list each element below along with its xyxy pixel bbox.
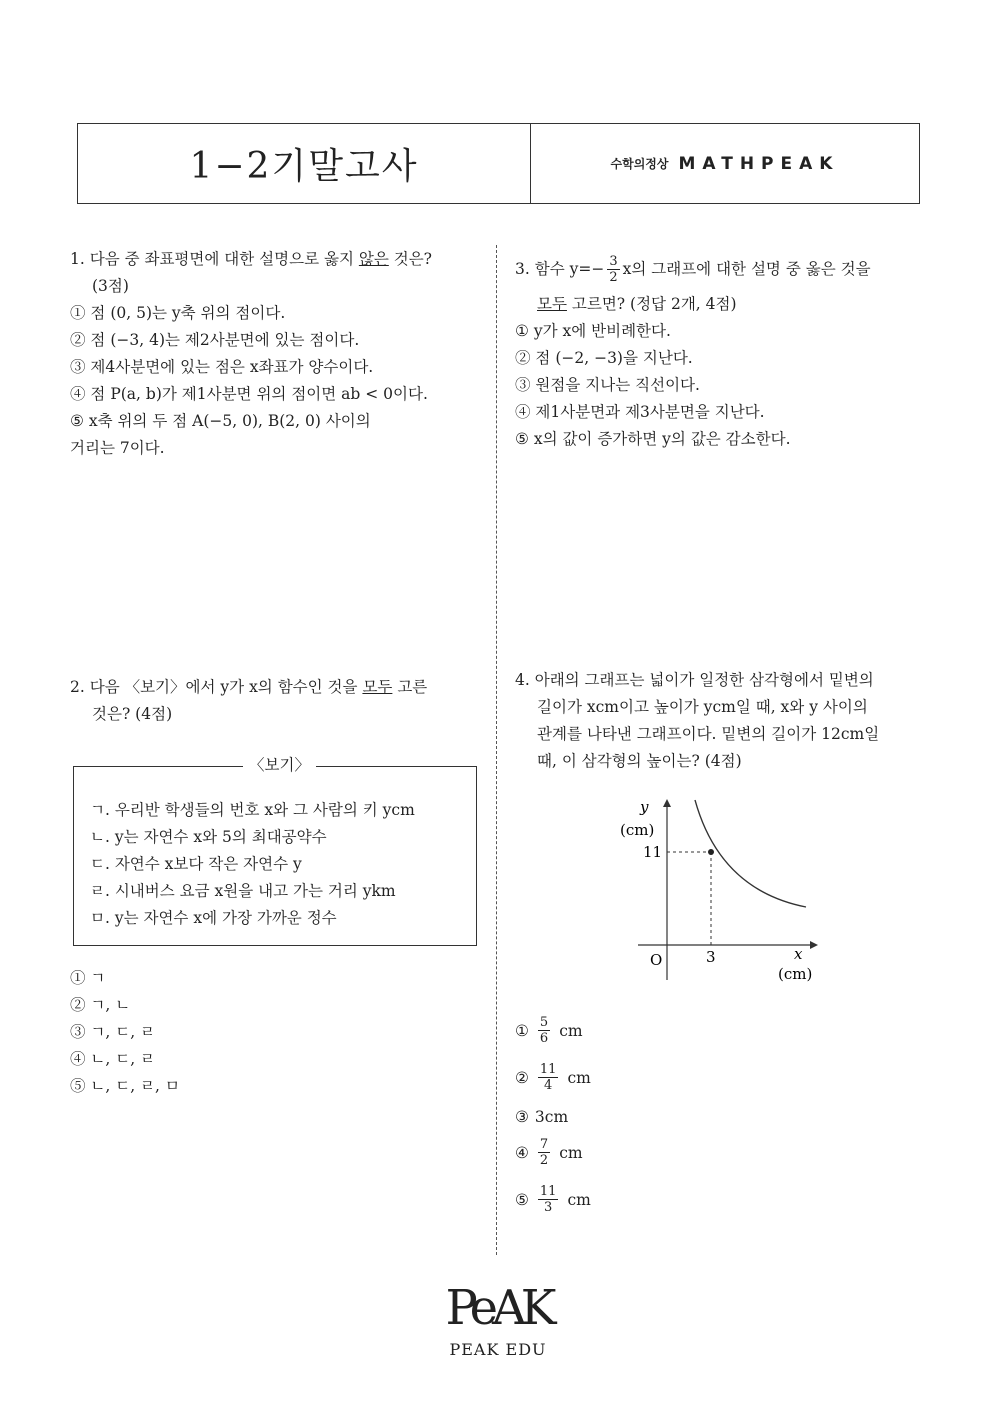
brand-name: MATHPEAK — [678, 153, 840, 174]
q4-option-1-unit: cm — [559, 1021, 583, 1040]
bogi-item-4: ㄹ. 시내버스 요금 x원을 내고 가는 거리 ykm — [90, 882, 396, 900]
column-divider — [496, 245, 497, 1255]
q3-option-3: ③ 원점을 지나는 직선이다. — [515, 376, 700, 394]
logo-subtitle: PEAK EDU — [449, 1340, 547, 1359]
peak-edu-logo — [438, 1278, 558, 1359]
q1-stem — [70, 246, 432, 273]
q3-fraction — [607, 254, 619, 285]
q1-stem-text-end: 것은? — [388, 250, 432, 268]
q4-option-1-num: 5 — [539, 1015, 549, 1030]
x-axis-unit: (cm) — [778, 965, 813, 983]
q4-stem-4: 때, 이 삼각형의 높이는? (4점) — [537, 752, 742, 770]
header-title-cell — [78, 124, 531, 203]
q1-stem-underline: 않은 — [358, 250, 389, 268]
y-axis-arrow — [663, 799, 671, 807]
q4-option-4-mark: ④ — [515, 1143, 529, 1162]
q4-stem-2: 길이가 xcm이고 높이가 ycm일 때, x와 y 사이의 — [537, 698, 868, 716]
q4-option-1-frac — [538, 1015, 550, 1046]
q4-option-5-unit: cm — [567, 1190, 591, 1209]
q4-graph — [610, 795, 830, 990]
q3-option-1: ① y가 x에 반비례한다. — [515, 322, 671, 340]
bogi-item-5: ㅁ. y는 자연수 x에 가장 가까운 정수 — [90, 909, 337, 927]
q2-stem-text-end: 고른 — [392, 678, 428, 696]
q3-stem-text-end: x의 그래프에 대한 설명 중 옳은 것을 — [622, 260, 871, 278]
exam-header — [77, 123, 920, 204]
question-4 — [515, 667, 879, 775]
q1-option-1: ① 점 (0, 5)는 y축 위의 점이다. — [70, 304, 286, 322]
bogi-item-3: ㄷ. 자연수 x보다 작은 자연수 y — [90, 855, 302, 873]
q4-option-2 — [515, 1062, 591, 1093]
q4-option-2-mark: ② — [515, 1068, 529, 1087]
q4-option-1-den: 6 — [539, 1031, 549, 1046]
q4-option-3-mark: ③ — [515, 1108, 529, 1126]
q4-option-4 — [515, 1137, 583, 1168]
q4-stem-3: 관계를 나타낸 그래프이다. 밑변의 길이가 12cm일 — [537, 725, 880, 743]
q3-stem-cont — [515, 291, 871, 318]
question-3 — [515, 254, 871, 453]
q4-option-2-num: 11 — [539, 1062, 557, 1077]
q4-option-5-mark: ⑤ — [515, 1190, 529, 1209]
q1-points: (3점) — [92, 277, 129, 295]
exam-title: 1−2기말고사 — [189, 146, 419, 187]
x-axis-arrow — [810, 941, 818, 949]
q4-option-3 — [515, 1108, 568, 1126]
q2-stem-cont: 것은? (4점) — [92, 705, 173, 723]
q4-option-2-den: 4 — [544, 1078, 553, 1093]
q3-option-5: ⑤ x의 값이 증가하면 y의 값은 감소한다. — [515, 430, 791, 448]
q3-option-4: ④ 제1사분면과 제3사분면을 지난다. — [515, 403, 765, 421]
q2-option-5: ⑤ ㄴ, ㄷ, ㄹ, ㅁ — [70, 1077, 180, 1095]
q4-option-1 — [515, 1015, 583, 1046]
q1-option-5: ⑤ x축 위의 두 점 A(−5, 0), B(2, 0) 사이의 — [70, 412, 371, 430]
q4-option-4-den: 2 — [539, 1153, 549, 1168]
q4-option-5-num: 11 — [539, 1184, 557, 1199]
q3-frac-num: 3 — [609, 254, 618, 269]
q4-option-5 — [515, 1184, 591, 1215]
q1-option-5-cont: 거리는 7이다. — [70, 439, 165, 457]
q1-option-3: ③ 제4사분면에 있는 점은 x좌표가 양수이다. — [70, 358, 374, 376]
logo-mark: PeAK — [445, 1280, 551, 1336]
question-1 — [70, 246, 432, 462]
brand-tagline: 수학의정상 — [610, 157, 669, 171]
question-2 — [70, 674, 427, 728]
q1-option-2: ② 점 (−3, 4)는 제2사분면에 있는 점이다. — [70, 331, 360, 349]
q2-stem-underline: 모두 — [362, 678, 393, 696]
bogi-title: 〈보기〉 — [243, 753, 316, 775]
q2-stem-text: 2. 다음 〈보기〉에서 y가 x의 함수인 것을 — [70, 678, 363, 696]
q2-option-3: ③ ㄱ, ㄷ, ㄹ — [70, 1023, 156, 1041]
x-tick-label: 3 — [706, 948, 716, 966]
q4-stem-1: 4. 아래의 그래프는 넓이가 일정한 삼각형에서 밑변의 — [515, 671, 874, 689]
bogi-item-1: ㄱ. 우리반 학생들의 번호 x와 그 사람의 키 ycm — [90, 801, 415, 819]
q1-stem-text: 1. 다음 중 좌표평면에 대한 설명으로 옳지 — [70, 250, 359, 268]
q3-stem-underline: 모두 — [537, 295, 567, 313]
q4-option-4-unit: cm — [559, 1143, 583, 1162]
q2-option-2: ② ㄱ, ㄴ — [70, 996, 131, 1014]
y-tick-label: 11 — [643, 843, 663, 861]
q3-frac-den: 2 — [609, 270, 618, 285]
header-brand-cell — [531, 124, 919, 203]
q4-option-1-mark: ① — [515, 1021, 529, 1040]
bogi-items — [90, 797, 415, 932]
q3-stem — [515, 254, 871, 285]
x-axis-label: x — [794, 945, 803, 963]
q2-option-4: ④ ㄴ, ㄷ, ㄹ — [70, 1050, 156, 1068]
q2-option-1: ① ㄱ — [70, 969, 106, 987]
q4-option-5-frac — [538, 1184, 559, 1215]
y-axis-label: y — [640, 798, 649, 816]
q3-stem-text: 3. 함수 y=− — [515, 260, 605, 278]
q4-option-4-frac — [538, 1137, 550, 1168]
q2-stem — [70, 674, 427, 701]
q2-options — [70, 965, 180, 1100]
q3-option-2: ② 점 (−2, −3)을 지난다. — [515, 349, 693, 367]
q4-option-5-den: 3 — [544, 1200, 553, 1215]
q4-option-4-num: 7 — [539, 1137, 549, 1152]
q4-option-2-unit: cm — [567, 1068, 591, 1087]
y-axis-unit: (cm) — [620, 821, 655, 839]
q1-option-4: ④ 점 P(a, b)가 제1사분면 위의 점이면 ab < 0이다. — [70, 385, 428, 403]
graph-point — [708, 849, 714, 855]
q4-option-3-text: 3cm — [534, 1108, 569, 1126]
bogi-item-2: ㄴ. y는 자연수 x와 5의 최대공약수 — [90, 828, 327, 846]
origin-label: O — [650, 951, 663, 969]
q4-option-2-frac — [538, 1062, 559, 1093]
q3-stem-cont-text: 고르면? (정답 2개, 4점) — [566, 295, 737, 313]
